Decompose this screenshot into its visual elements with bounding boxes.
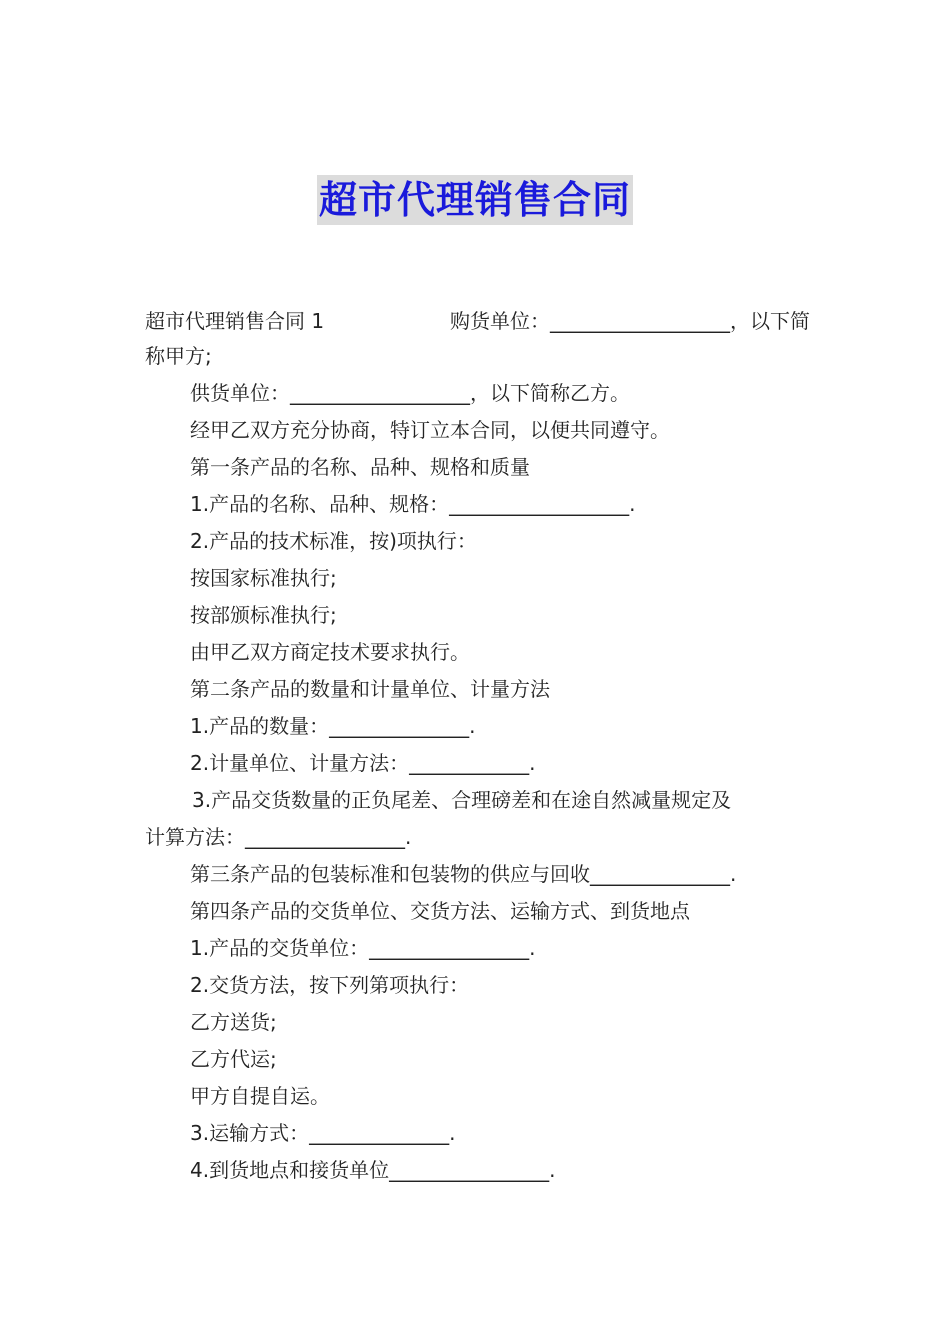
paragraph: 供货单位：__________________，以下简称乙方。	[190, 381, 630, 405]
title-container	[0, 175, 950, 225]
paragraph: 1.产品的交货单位：________________.	[190, 936, 536, 960]
clause-3-line-1-wrap	[145, 782, 810, 819]
section-heading: 第三条产品的包装标准和包装物的供应与回收______________.	[190, 862, 737, 886]
paragraph: 2.计量单位、计量方法：____________.	[190, 751, 536, 775]
paragraph: 经甲乙双方充分协商，特订立本合同，以便共同遵守。	[190, 418, 670, 442]
intro-first-line	[145, 303, 810, 340]
paragraph: 3.运输方式：______________.	[190, 1121, 456, 1145]
contract-heading: 超市代理销售合同 1	[145, 309, 325, 333]
paragraph: 甲方自提自运。	[190, 1084, 330, 1108]
clause-3-paragraph	[145, 782, 810, 856]
paragraph: 按国家标准执行;	[190, 566, 337, 590]
intro-paragraph	[145, 303, 810, 375]
clause-3-line-2: 计算方法：________________.	[145, 825, 412, 849]
paragraph: 2.产品的技术标准，按)项执行：	[190, 529, 477, 553]
paragraph: 按部颁标准执行;	[190, 603, 337, 627]
paragraph: 4.到货地点和接货单位________________.	[190, 1158, 556, 1182]
section-heading: 第二条产品的数量和计量单位、计量方法	[190, 677, 550, 701]
section-heading: 第一条产品的名称、品种、规格和质量	[190, 455, 530, 479]
document-body	[145, 303, 810, 1189]
paragraph: 由甲乙双方商定技术要求执行。	[190, 640, 470, 664]
document-title: 超市代理销售合同	[317, 175, 633, 225]
paragraph: 乙方送货;	[190, 1010, 277, 1034]
paragraph: 乙方代运;	[190, 1047, 277, 1071]
buyer-line: 购货单位：__________________，以下简	[450, 309, 810, 333]
clause-3-line-1: 3.产品交货数量的正负尾差、合理磅差和在途自然减量规定及	[192, 788, 732, 812]
section-heading: 第四条产品的交货单位、交货方法、运输方式、到货地点	[190, 899, 690, 923]
paragraph: 1.产品的数量：______________.	[190, 714, 476, 738]
buyer-line-continued: 称甲方;	[145, 344, 212, 368]
paragraph: 1.产品的名称、品种、规格：__________________.	[190, 492, 636, 516]
paragraph: 2.交货方法，按下列第项执行：	[190, 973, 470, 997]
